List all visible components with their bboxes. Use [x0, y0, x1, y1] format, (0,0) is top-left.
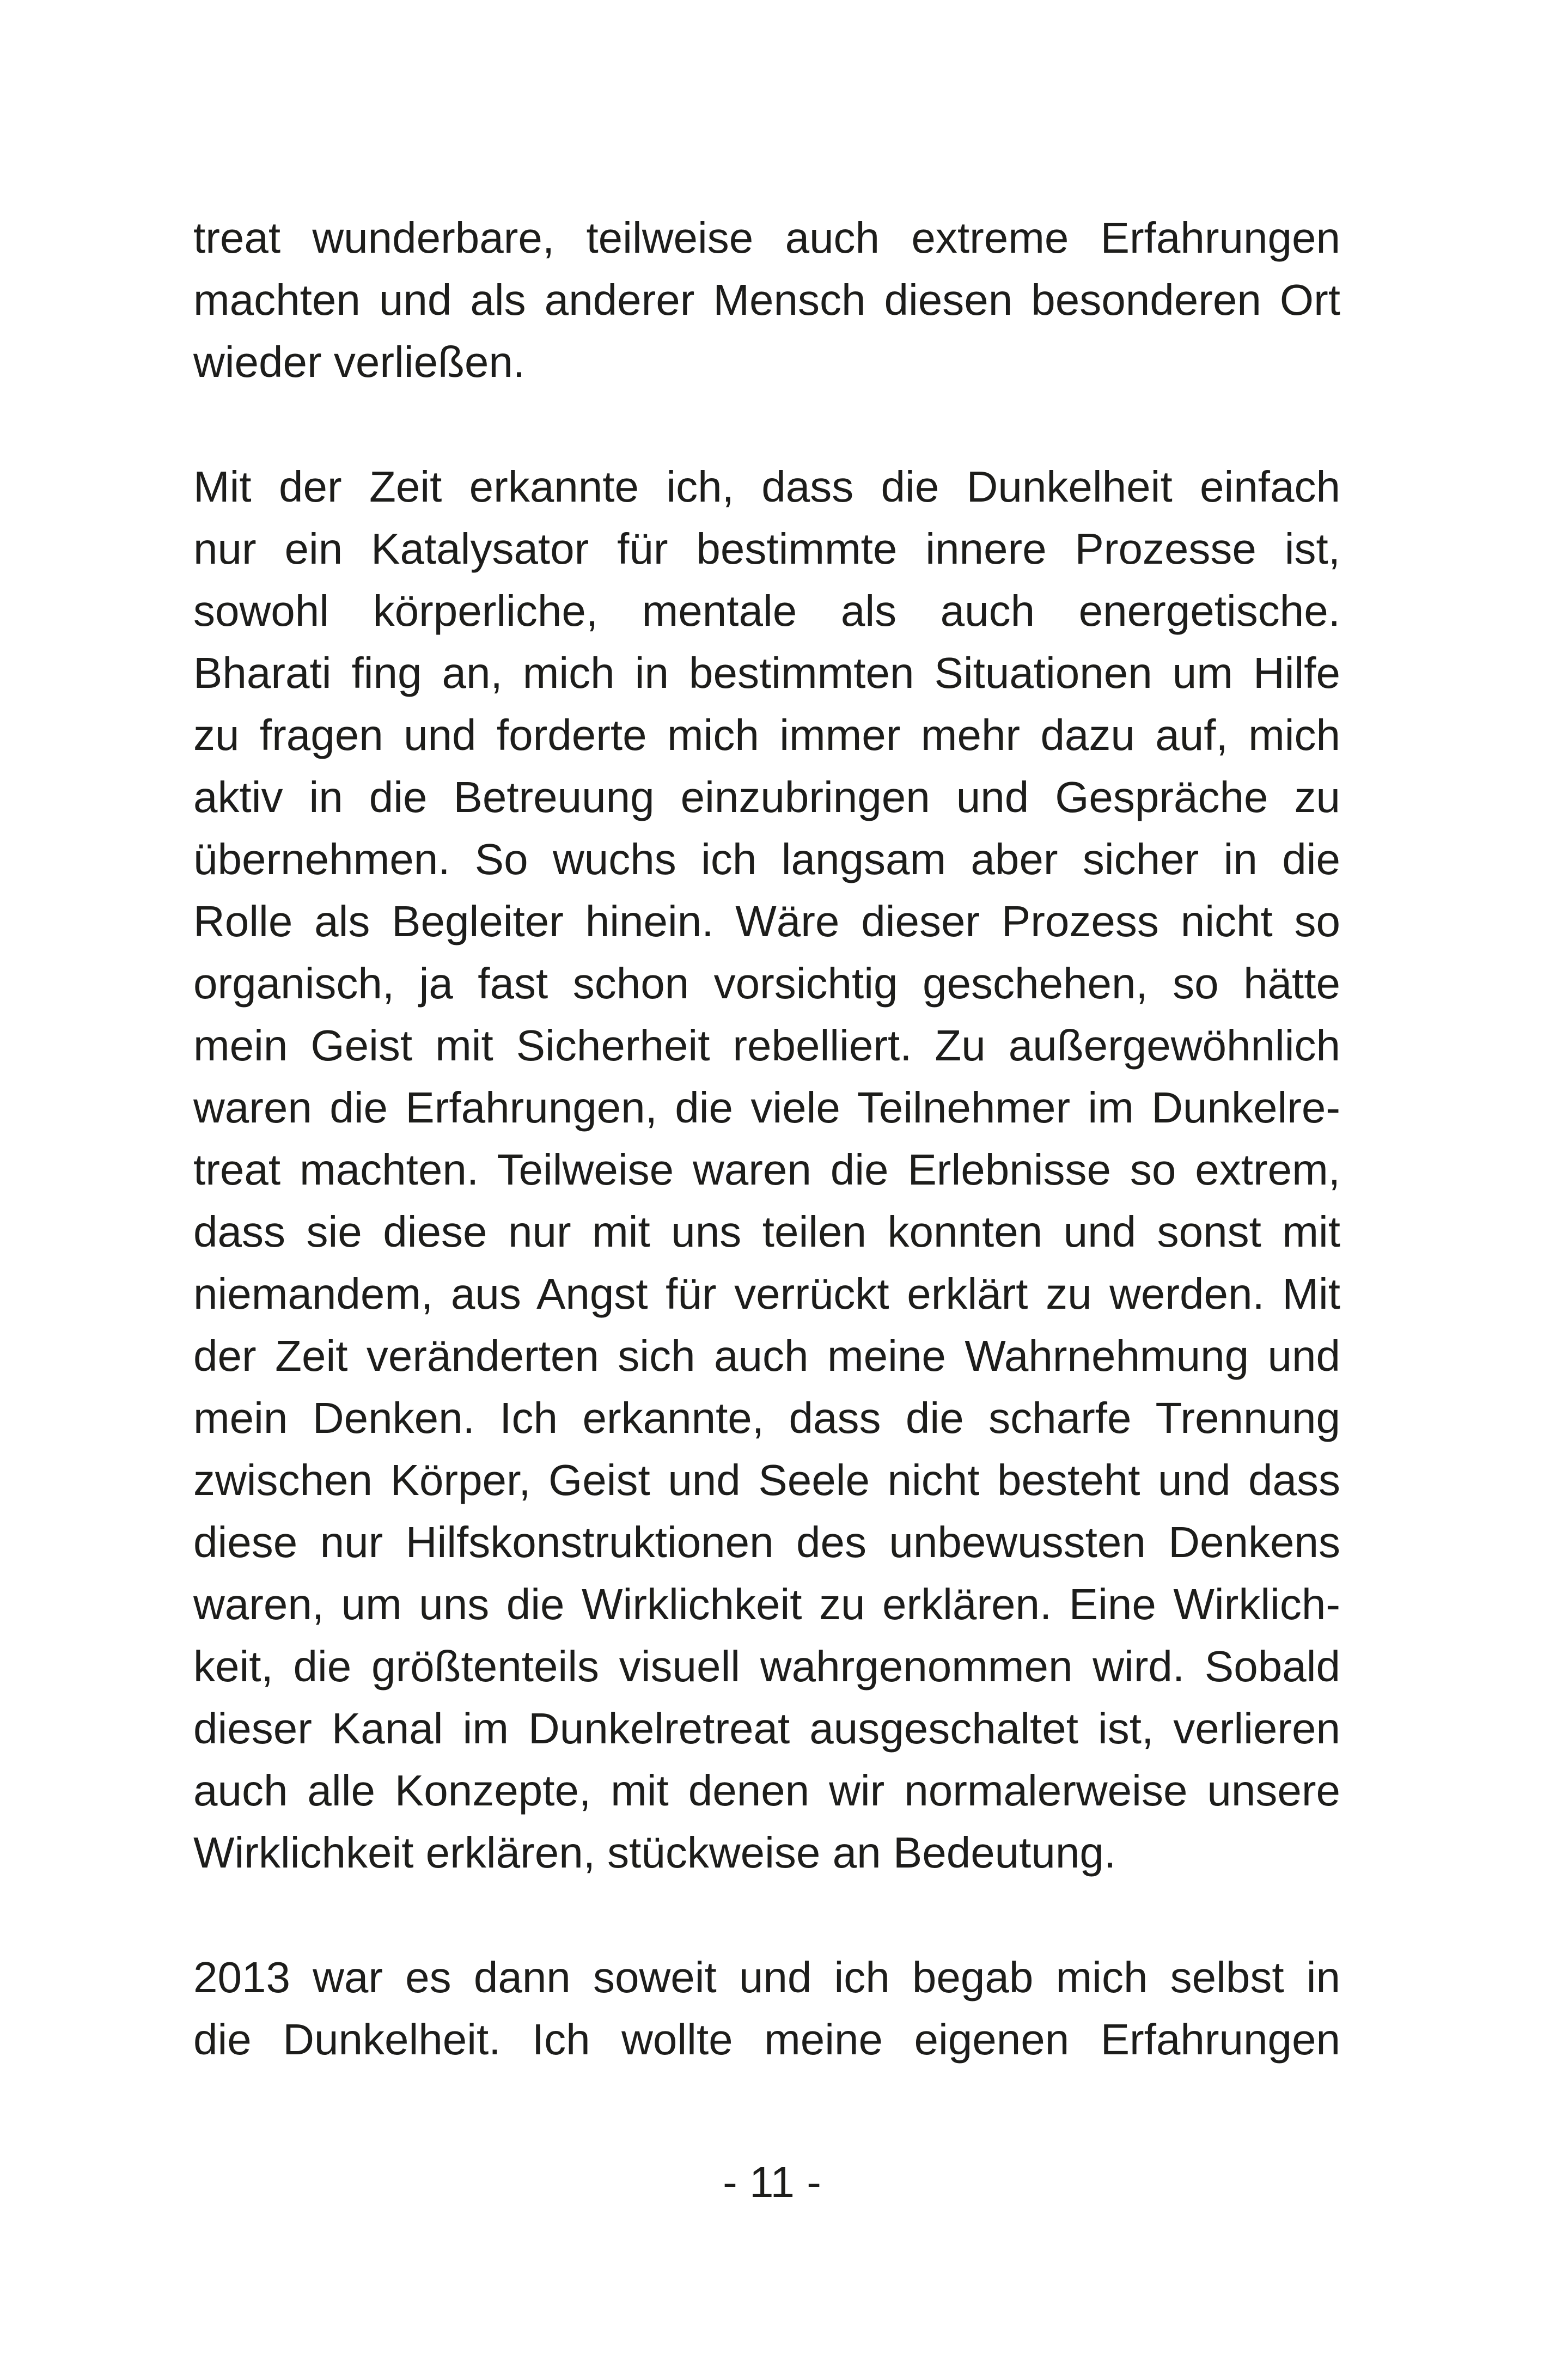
text-line: mein Geist mit Sicherheit rebelliert. Zu außergewöhnlich	[193, 1021, 1340, 1070]
paragraph-1	[193, 207, 1340, 393]
text-line: mein Denken. Ich erkannte, dass die scharfe Trennung	[193, 1394, 1340, 1442]
text-line: Bharati fing an, mich in bestimmten Situationen um Hilfe	[193, 649, 1340, 697]
text-line: dieser Kanal im Dunkelretreat ausgeschaltet ist, verlieren	[193, 1704, 1340, 1753]
text-line: nur ein Katalysator für bestimmte innere Prozesse ist,	[193, 524, 1340, 573]
text-line: niemandem, aus Angst für verrückt erklärt zu werden. Mit	[193, 1270, 1340, 1318]
text-line: sowohl körperliche, mentale als auch energetische.	[193, 587, 1340, 635]
text-line: auch alle Konzepte, mit denen wir normalerweise unsere	[193, 1766, 1340, 1815]
text-line: Mit der Zeit erkannte ich, dass die Dunkelheit einfach	[193, 462, 1340, 511]
text-line: aktiv in die Betreuung einzubringen und Gespräche zu	[193, 773, 1340, 821]
text-line: organisch, ja fast schon vorsichtig geschehen, so hätte	[193, 959, 1340, 1008]
paragraph-3	[193, 1946, 1340, 2071]
text-line: dass sie diese nur mit uns teilen konnten und sonst mit	[193, 1207, 1340, 1256]
text-line: waren, um uns die Wirklichkeit zu erklären. Eine Wirklich-	[193, 1580, 1340, 1628]
text-line: zwischen Körper, Geist und Seele nicht besteht und dass	[193, 1456, 1340, 1504]
text-line: der Zeit veränderten sich auch meine Wahrnehmung und	[193, 1332, 1340, 1380]
text-line: treat wunderbare, teilweise auch extreme Erfahrungen	[193, 213, 1340, 262]
text-line: Wirklichkeit erklären, stückweise an Bedeutung.	[193, 1828, 1116, 1877]
text-line: übernehmen. So wuchs ich langsam aber sicher in die	[193, 835, 1340, 883]
paragraph-2	[193, 456, 1340, 1884]
text-line: zu fragen und forderte mich immer mehr dazu auf, mich	[193, 711, 1340, 759]
text-line: die Dunkelheit. Ich wollte meine eigenen Erfahrungen	[193, 2015, 1340, 2064]
text-line: keit, die größtenteils visuell wahrgenommen wird. Sobald	[193, 1642, 1340, 1691]
text-line: machten und als anderer Mensch diesen besonderen Ort	[193, 276, 1340, 324]
text-line: waren die Erfahrungen, die viele Teilnehmer im Dunkelre-	[193, 1083, 1340, 1132]
text-line: treat machten. Teilweise waren die Erlebnisse so extrem,	[193, 1145, 1340, 1194]
text-line: diese nur Hilfskonstruktionen des unbewussten Denkens	[193, 1518, 1340, 1566]
text-line: 2013 war es dann soweit und ich begab mich selbst in	[193, 1953, 1340, 2001]
text-line: wieder verließen.	[193, 338, 526, 386]
page-number: - 11 -	[723, 2158, 821, 2206]
text-line: Rolle als Begleiter hinein. Wäre dieser Prozess nicht so	[193, 897, 1340, 945]
